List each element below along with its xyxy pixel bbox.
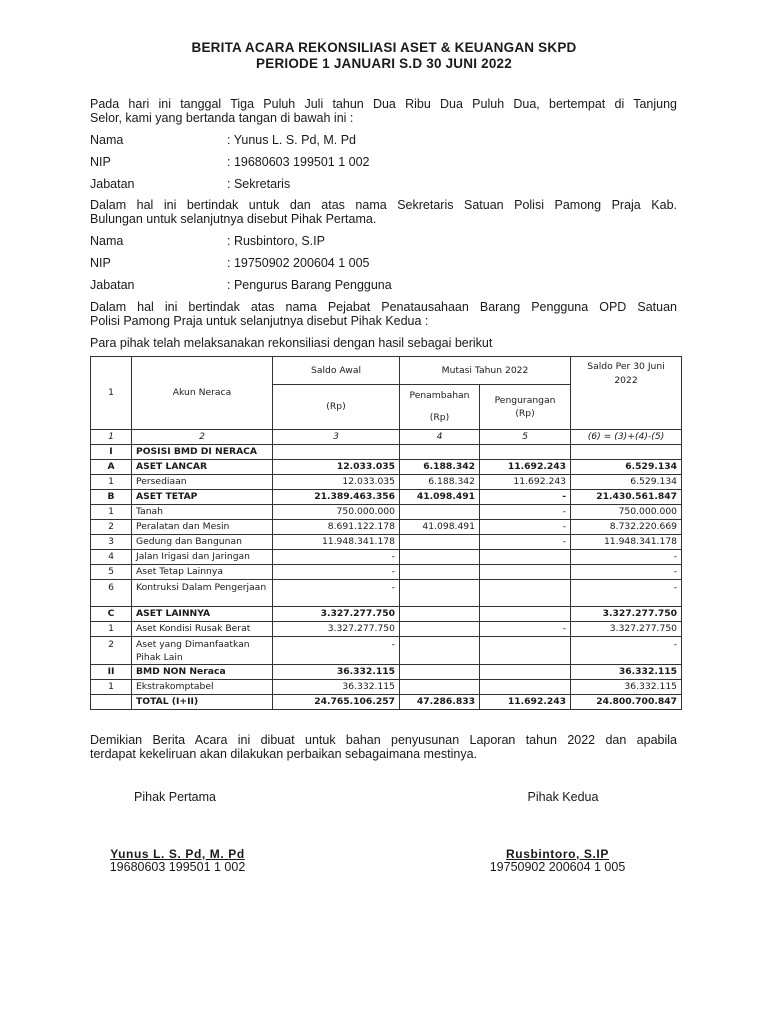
cell-no: 6 <box>91 580 132 607</box>
party2-jabatan-label: Jabatan <box>90 278 135 292</box>
cell-no: I <box>91 445 132 460</box>
cell-akhir: - <box>571 565 682 580</box>
cell-kurang <box>480 637 571 665</box>
cell-awal: 8.691.122.178 <box>273 520 400 535</box>
cell-akun: Aset Tetap Lainnya <box>132 565 273 580</box>
cell-no: 1 <box>91 475 132 490</box>
cell-kurang <box>480 665 571 680</box>
party2-name-label: Nama <box>90 234 124 248</box>
cell-akhir: 3.327.277.750 <box>571 622 682 637</box>
cell-tambah <box>400 665 480 680</box>
header-no: 1 <box>91 357 132 430</box>
cell-akun: TOTAL (I+II) <box>132 695 273 710</box>
cell-no: 1 <box>91 622 132 637</box>
cell-akhir: - <box>571 637 682 665</box>
cell-akhir: 8.732.220.669 <box>571 520 682 535</box>
table-row <box>91 475 682 490</box>
table-row <box>91 565 682 580</box>
cell-akun: ASET LANCAR <box>132 460 273 475</box>
cell-no: II <box>91 665 132 680</box>
cell-kurang: - <box>480 622 571 637</box>
cell-awal: - <box>273 637 400 665</box>
left-signatory-name: Yunus L. S. Pd, M. Pd <box>110 847 245 861</box>
cell-awal <box>273 445 400 460</box>
header-pengurangan: Pengurangan (Rp) <box>480 385 571 430</box>
cell-tambah: 6.188.342 <box>400 475 480 490</box>
cell-tambah <box>400 535 480 550</box>
index-cell: 3 <box>273 430 400 445</box>
right-signatory-nip: 19750902 200604 1 005 <box>489 860 626 874</box>
cell-akhir: 21.430.561.847 <box>571 490 682 505</box>
header-penambahan <box>400 385 480 430</box>
table-intro: Para pihak telah melaksanakan rekonsiliasi dengan hasil sebagai berikut <box>90 336 493 350</box>
index-cell: (6) = (3)+(4)-(5) <box>571 430 682 445</box>
left-signatory-nip: 19680603 199501 1 002 <box>109 860 246 874</box>
cell-akhir: 36.332.115 <box>571 680 682 695</box>
header-akun: Akun Neraca <box>132 357 273 430</box>
header-mutasi: Mutasi Tahun 2022 <box>400 357 571 385</box>
cell-no: 2 <box>91 520 132 535</box>
cell-akun: Tanah <box>132 505 273 520</box>
header-penambahan-label: Penambahan <box>409 390 470 401</box>
index-cell: 4 <box>400 430 480 445</box>
reconciliation-table <box>90 356 682 710</box>
cell-akhir <box>571 445 682 460</box>
closing-line-1: Demikian Berita Acara ini dibuat untuk bahan penyusunan Laporan tahun 2022 dan apabila <box>90 733 677 747</box>
cell-no: 1 <box>91 505 132 520</box>
party1-jabatan-label: Jabatan <box>90 177 135 191</box>
cell-kurang: 11.692.243 <box>480 460 571 475</box>
cell-akhir: - <box>571 550 682 565</box>
closing-line-2: terdapat kekeliruan akan dilakukan perbaikan sebagaimana mestinya. <box>90 747 478 761</box>
party1-nip-label: NIP <box>90 155 111 169</box>
header-saldo-akhir: Saldo Per 30 Juni 2022 <box>571 357 682 430</box>
left-signatory-role: Pihak Pertama <box>134 790 216 804</box>
table-row <box>91 490 682 505</box>
cell-kurang: - <box>480 520 571 535</box>
index-cell: 1 <box>91 430 132 445</box>
header-penambahan-unit: (Rp) <box>429 412 450 423</box>
party2-name-value: : Rusbintoro, S.IP <box>227 234 325 248</box>
cell-akhir: 24.800.700.847 <box>571 695 682 710</box>
cell-akun: POSISI BMD DI NERACA <box>132 445 273 460</box>
cell-no: 1 <box>91 680 132 695</box>
document-title: BERITA ACARA REKONSILIASI ASET & KEUANGAN SKPD <box>191 40 577 55</box>
cell-tambah <box>400 622 480 637</box>
table-row <box>91 580 682 607</box>
cell-akun: BMD NON Neraca <box>132 665 273 680</box>
cell-tambah: 47.286.833 <box>400 695 480 710</box>
cell-tambah <box>400 607 480 622</box>
party1-name-value: : Yunus L. S. Pd, M. Pd <box>227 133 357 147</box>
cell-kurang: - <box>480 490 571 505</box>
cell-tambah <box>400 445 480 460</box>
cell-akun: Persediaan <box>132 475 273 490</box>
index-cell: 2 <box>132 430 273 445</box>
party1-nip-value: : 19680603 199501 1 002 <box>227 155 370 169</box>
cell-no: 4 <box>91 550 132 565</box>
cell-akhir: 750.000.000 <box>571 505 682 520</box>
cell-awal: 3.327.277.750 <box>273 607 400 622</box>
right-signatory-name: Rusbintoro, S.IP <box>506 847 609 861</box>
cell-akun: ASET LAINNYA <box>132 607 273 622</box>
party2-jabatan-value: : Pengurus Barang Pengguna <box>227 278 392 292</box>
table-row <box>91 665 682 680</box>
cell-akun: Kontruksi Dalam Pengerjaan <box>132 580 273 607</box>
cell-tambah <box>400 680 480 695</box>
party2-nip-label: NIP <box>90 256 111 270</box>
cell-kurang: - <box>480 505 571 520</box>
cell-no: 3 <box>91 535 132 550</box>
cell-tambah <box>400 505 480 520</box>
table-row <box>91 445 682 460</box>
cell-akhir: - <box>571 580 682 607</box>
cell-kurang <box>480 445 571 460</box>
cell-kurang <box>480 550 571 565</box>
party2-desc-line-1: Dalam hal ini bertindak atas nama Pejabat Penatausahaan Barang Pengguna OPD Satuan <box>90 300 677 314</box>
cell-akun: Gedung dan Bangunan <box>132 535 273 550</box>
table-row <box>91 695 682 710</box>
cell-awal: 12.033.035 <box>273 460 400 475</box>
cell-kurang: 11.692.243 <box>480 475 571 490</box>
party1-jabatan-value: : Sekretaris <box>227 177 291 191</box>
cell-no: 5 <box>91 565 132 580</box>
table-row <box>91 680 682 695</box>
party2-desc-line-2: Polisi Pamong Praja untuk selanjutnya disebut Pihak Kedua : <box>90 314 429 328</box>
cell-akun: Aset Kondisi Rusak Berat <box>132 622 273 637</box>
cell-awal: 12.033.035 <box>273 475 400 490</box>
table-row <box>91 637 682 665</box>
cell-akun: Peralatan dan Mesin <box>132 520 273 535</box>
cell-kurang <box>480 680 571 695</box>
intro-line-1: Pada hari ini tanggal Tiga Puluh Juli tahun Dua Ribu Dua Puluh Dua, bertempat di Tanjung <box>90 97 677 111</box>
cell-akun: Aset yang Dimanfaatkan Pihak Lain <box>132 637 273 665</box>
cell-awal: 21.389.463.356 <box>273 490 400 505</box>
table-row <box>91 550 682 565</box>
cell-awal: - <box>273 565 400 580</box>
cell-no: A <box>91 460 132 475</box>
cell-no: 2 <box>91 637 132 665</box>
cell-tambah: 41.098.491 <box>400 520 480 535</box>
index-cell: 5 <box>480 430 571 445</box>
cell-kurang <box>480 580 571 607</box>
table-row <box>91 505 682 520</box>
party2-nip-value: : 19750902 200604 1 005 <box>227 256 370 270</box>
cell-akhir: 3.327.277.750 <box>571 607 682 622</box>
cell-tambah: 41.098.491 <box>400 490 480 505</box>
cell-no <box>91 695 132 710</box>
cell-awal: 24.765.106.257 <box>273 695 400 710</box>
cell-awal: 3.327.277.750 <box>273 622 400 637</box>
right-signatory-role: Pihak Kedua <box>527 790 599 804</box>
cell-awal: 750.000.000 <box>273 505 400 520</box>
cell-kurang: 11.692.243 <box>480 695 571 710</box>
index-row <box>91 430 682 445</box>
table-row <box>91 622 682 637</box>
cell-akun: Ekstrakomptabel <box>132 680 273 695</box>
cell-kurang: - <box>480 535 571 550</box>
cell-tambah <box>400 550 480 565</box>
cell-akhir: 11.948.341.178 <box>571 535 682 550</box>
cell-akhir: 6.529.134 <box>571 460 682 475</box>
cell-no: C <box>91 607 132 622</box>
cell-akhir: 36.332.115 <box>571 665 682 680</box>
table-row <box>91 535 682 550</box>
cell-tambah <box>400 637 480 665</box>
cell-tambah <box>400 565 480 580</box>
cell-kurang <box>480 565 571 580</box>
cell-akun: Jalan Irigasi dan Jaringan <box>132 550 273 565</box>
cell-tambah <box>400 580 480 607</box>
party1-desc-line-1: Dalam hal ini bertindak untuk dan atas nama Sekretaris Satuan Polisi Pamong Praja Kab. <box>90 198 677 212</box>
cell-awal: 11.948.341.178 <box>273 535 400 550</box>
cell-akhir: 6.529.134 <box>571 475 682 490</box>
table-row <box>91 520 682 535</box>
table-row <box>91 460 682 475</box>
cell-awal: - <box>273 580 400 607</box>
header-saldo-awal-unit: (Rp) <box>273 385 400 430</box>
cell-tambah: 6.188.342 <box>400 460 480 475</box>
cell-akun: ASET TETAP <box>132 490 273 505</box>
party1-name-label: Nama <box>90 133 124 147</box>
document-period: PERIODE 1 JANUARI S.D 30 JUNI 2022 <box>256 56 512 71</box>
intro-line-2: Selor, kami yang bertanda tangan di bawah ini : <box>90 111 354 125</box>
table-row <box>91 607 682 622</box>
cell-awal: - <box>273 550 400 565</box>
party1-desc-line-2: Bulungan untuk selanjutnya disebut Pihak Pertama. <box>90 212 377 226</box>
cell-awal: 36.332.115 <box>273 665 400 680</box>
table-body <box>91 445 682 710</box>
cell-kurang <box>480 607 571 622</box>
cell-no: B <box>91 490 132 505</box>
cell-awal: 36.332.115 <box>273 680 400 695</box>
header-saldo-awal: Saldo Awal <box>273 357 400 385</box>
